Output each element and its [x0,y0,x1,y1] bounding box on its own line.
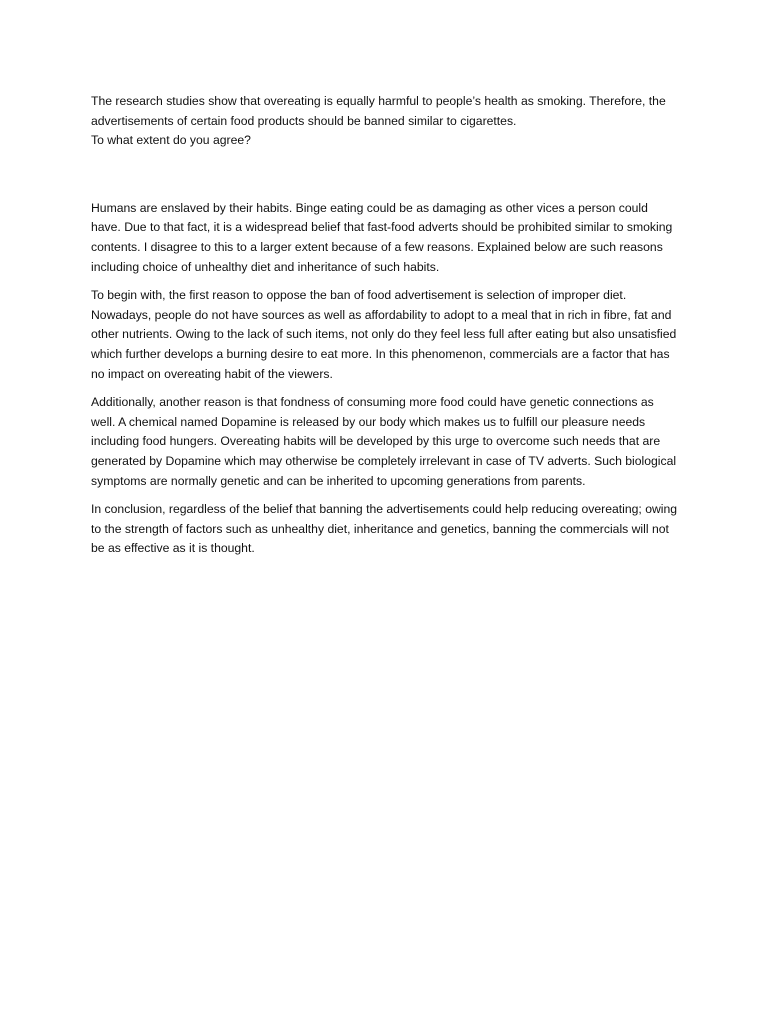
essay-question: To what extent do you agree? [91,133,251,148]
essay-prompt: The research studies show that overeating is equally harmful to people’s health as smoking. Therefore, the advertisements of certain food products should be banned similar to cigarettes. [91,94,666,128]
document-body [91,92,681,568]
paragraph-body-2: Additionally, another reason is that fondness of consuming more food could have genetic connections as well. A chemical named Dopamine is released by our body which makes us to fulfill our pleasure needs including food hungers. Overeating habits will be developed by this urge to overcome such needs that are generated by Dopamine which may otherwise be completely irrelevant in case of TV adverts. Such biological symptoms are normally genetic and can be inherited to upcoming generations from parents. [91,395,677,488]
paragraph-introduction: Humans are enslaved by their habits. Binge eating could be as damaging as other vices a person could have. Due to that fact, it is a widespread belief that fast-food adverts should be prohibited similar to smoking contents. I disagree to this to a larger extent because of a few reasons. Explained below are such reasons including choice of unhealthy diet and inheritance of such habits. [91,200,673,274]
paragraph-body-1: To begin with, the first reason to oppose the ban of food advertisement is selection of improper diet. Nowadays, people do not have sources as well as affordability to adopt to a meal that in rich in fibre, fat and other nutrients. Owing to the lack of such items, not only do they feel less full after eating but also unsatisfied which further develops a burning desire to eat more. In this phenomenon, commercials are a factor that has no impact on overeating habit of the viewers. [91,288,677,381]
paragraph-conclusion: In conclusion, regardless of the belief that banning the advertisements could help reducing overeating; owing to the strength of factors such as unhealthy diet, inheritance and genetics, banning the commercials will not be as effective as it is thought. [91,502,678,556]
